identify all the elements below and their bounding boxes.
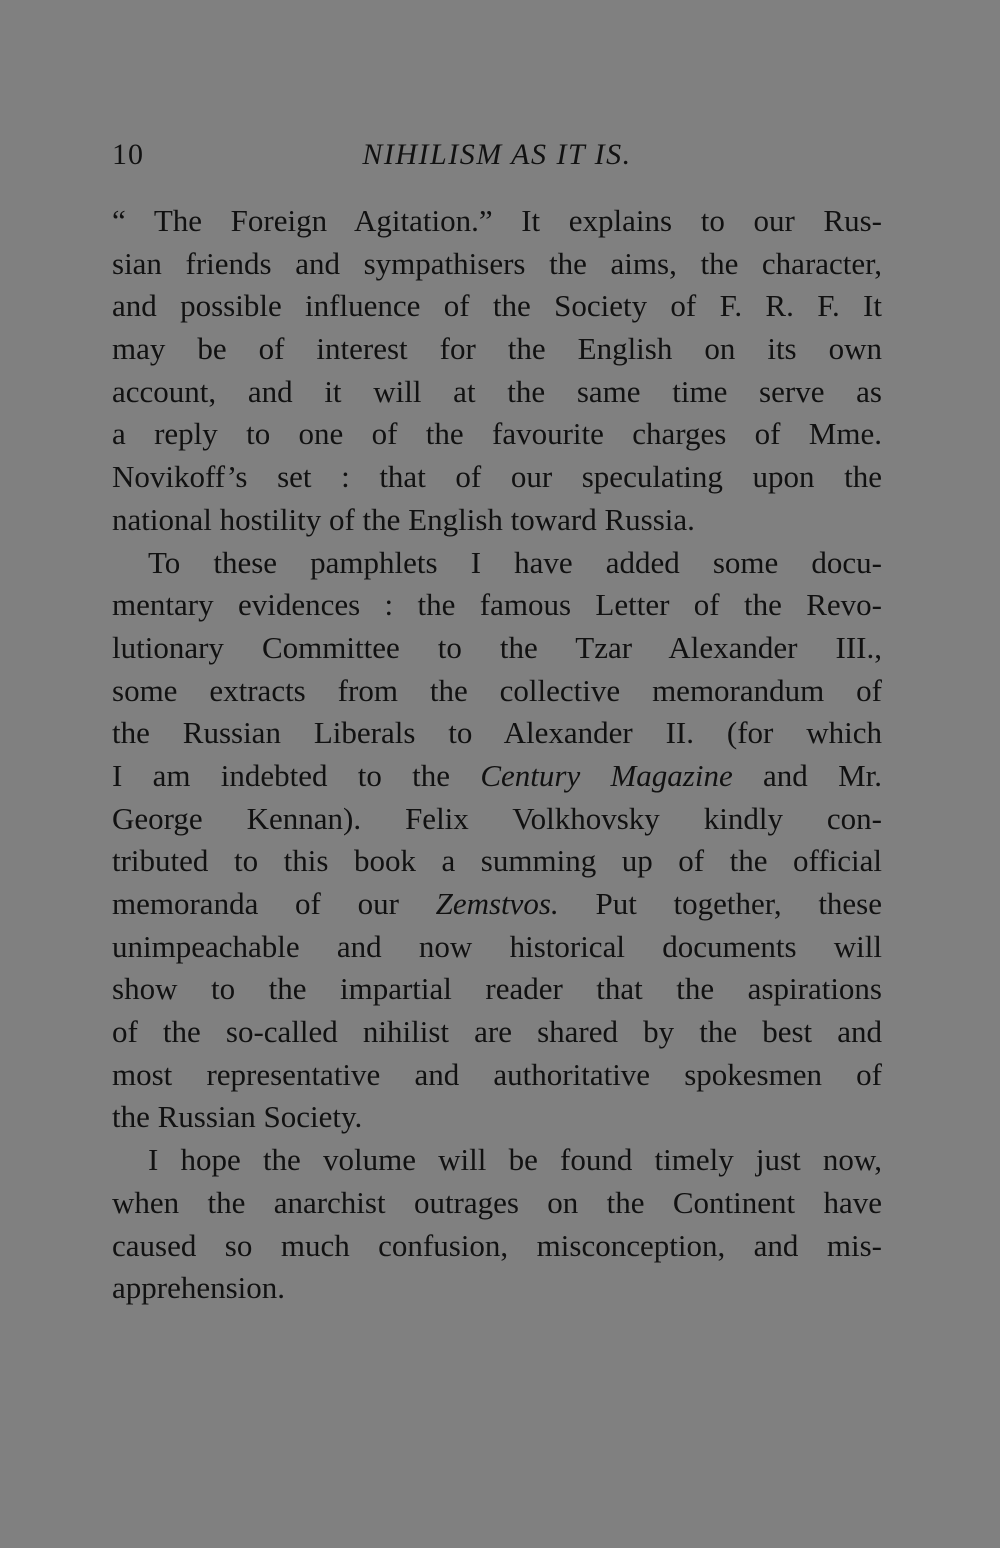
text-line: and possible influence of the Society of F. R. F. It: [112, 288, 882, 324]
text-line: George Kennan). Felix Volkhovsky kindly con-: [112, 800, 882, 836]
text-line: “ The Foreign Agitation.” It explains to our Rus-: [112, 203, 882, 238]
text-line: account, and it will at the same time serve as: [112, 373, 882, 409]
text-line: the Russian Liberals to Alexander II. (for which: [112, 715, 882, 751]
text-line: caused so much confusion, misconception, and mis-: [112, 1227, 882, 1263]
text-line: To these pamphlets I have added some docu-: [148, 544, 882, 580]
text-line: mentary evidences : the famous Letter of the Revo-: [112, 587, 882, 623]
italic-title: Century Magazine: [480, 757, 733, 793]
text-line: when the anarchist outrages on the Continent have: [112, 1184, 882, 1220]
text-line: I am indebted to the Century Magazine and Mr.: [112, 757, 882, 793]
text-line: show to the impartial reader that the aspirations: [112, 971, 882, 1007]
text-line: Novikoff’s set : that of our speculating upon the: [112, 459, 882, 495]
text-line: tributed to this book a summing up of the official: [112, 843, 882, 879]
text-line: memoranda of our Zemstvos. Put together, these: [112, 886, 883, 921]
text-line: of the so-called nihilist are shared by the best and: [112, 1014, 882, 1050]
text-line: may be of interest for the English on its own: [112, 331, 882, 367]
text-line: apprehension.: [112, 1270, 286, 1306]
text-line: unimpeachable and now historical documents will: [112, 928, 882, 964]
text-line: a reply to one of the favourite charges of Mme.: [112, 416, 882, 452]
italic-term: Zemstvos.: [435, 886, 559, 921]
page-number: 10: [112, 138, 144, 171]
running-title: NIHILISM AS IT IS.: [362, 138, 632, 171]
text-line: lutionary Committee to the Tzar Alexander III.,: [112, 629, 882, 665]
text-line: sian friends and sympathisers the aims, the character,: [112, 245, 882, 281]
text-line: national hostility of the English toward Russia.: [112, 501, 695, 537]
text-line: the Russian Society.: [112, 1099, 363, 1135]
running-head: [112, 138, 882, 178]
body-text: [112, 200, 882, 1310]
text-line: I hope the volume will be found timely just now,: [148, 1142, 882, 1178]
text-line: most representative and authoritative spokesmen of: [112, 1056, 882, 1092]
text-line: some extracts from the collective memorandum of: [112, 672, 882, 708]
